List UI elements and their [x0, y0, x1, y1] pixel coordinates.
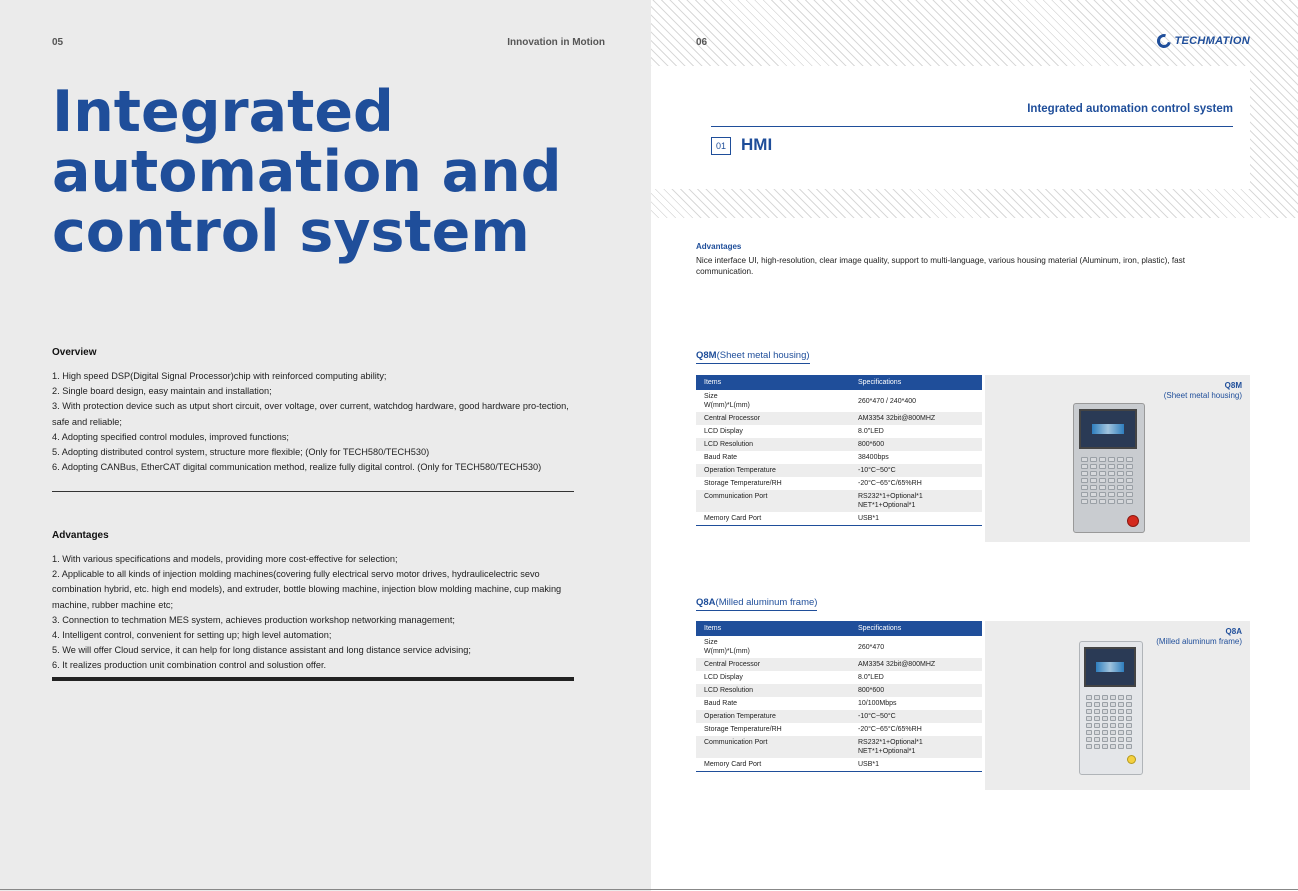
- page-number-right: 06: [696, 37, 708, 48]
- col-items: Items: [696, 621, 850, 636]
- spec-item: Size W(mm)*L(mm): [704, 393, 750, 409]
- spec-value: -20°C~65°C/65%RH: [858, 480, 922, 487]
- table-row: [696, 490, 982, 512]
- spec-value: AM3354 32bit@800MHZ: [850, 412, 982, 425]
- spec-value: 260*470: [858, 643, 885, 651]
- list-item: 4. Intelligent control, convenient for setting up; high level automation;: [52, 630, 332, 641]
- spec-value: 800*600: [850, 438, 982, 451]
- product-code: Q8A: [1225, 627, 1242, 636]
- col-items: Items: [696, 375, 850, 390]
- list-item: 5. Adopting distributed control system, structure more flexible; (Only for TECH580/TECH530): [52, 447, 430, 458]
- overview-list: [52, 369, 576, 475]
- product-label: [1156, 627, 1242, 647]
- table-header-row: [696, 621, 982, 636]
- table-row: [696, 684, 982, 697]
- page-number-left: 05: [52, 37, 64, 48]
- spec-value: -20°C~65°C/65%RH: [858, 726, 922, 733]
- table-row: [696, 758, 982, 772]
- spec-item: Storage Temperature/RH: [704, 726, 782, 733]
- list-item: 1. With various specifications and models, providing more cost-effective for selection;: [52, 554, 398, 564]
- device-screen: [1079, 409, 1137, 449]
- title-line-1: Integrated: [52, 79, 394, 145]
- table-row: [696, 412, 982, 425]
- overview-heading: Overview: [52, 347, 97, 358]
- advantages-list: [52, 552, 576, 674]
- table-row: [696, 671, 982, 684]
- spec-value: -10°C~50°C: [850, 464, 982, 477]
- product-image-q8m: [985, 375, 1250, 542]
- spec-value: 260*470 / 240*400: [858, 397, 916, 405]
- list-item: 6. It realizes production unit combination control and solustion offer.: [52, 660, 327, 671]
- title-line-3: control system: [52, 199, 530, 265]
- spec-item: Baud Rate: [704, 700, 738, 707]
- product-code: Q8M: [1224, 381, 1242, 390]
- model-title-q8m: [696, 350, 810, 364]
- spec-item: LCD Display: [704, 674, 743, 681]
- spec-item: LCD Display: [704, 428, 743, 435]
- model-code: Q8A: [696, 597, 716, 608]
- title-line-2: automation and: [52, 139, 562, 205]
- hmi-device-q8m: [1073, 403, 1143, 531]
- spec-value: -10°C~50°C: [850, 710, 982, 723]
- advantages-text: Nice interface UI, high-resolution, clear image quality, support to multi-language, various housing material (Aluminum, iron, plastic), fast communication.: [696, 256, 1186, 276]
- divider-thick: [52, 677, 574, 681]
- list-item: 2. Applicable to all kinds of injection molding machines(covering fully electrical servo motor drives, hydraulicelectric sevo combination hybrid, etc. high end models), and extruder, bottle blowing machine, injection blow molding machine, cup making machine, rubber machine etc;: [52, 569, 562, 610]
- table-row: [696, 658, 982, 671]
- spec-item: Size W(mm)*L(mm): [704, 639, 750, 655]
- col-specs: Specifications: [850, 375, 982, 390]
- spec-table-q8a: [696, 621, 982, 772]
- spec-value: 800*600: [850, 684, 982, 697]
- section-title: HMI: [741, 135, 773, 154]
- product-sub: (Milled aluminum frame): [1156, 637, 1242, 646]
- table-row: [696, 697, 982, 710]
- system-title-rule: [711, 126, 1233, 127]
- spec-rows: [696, 636, 982, 772]
- list-item: 1. High speed DSP(Digital Signal Processor)chip with reinforced computing ability;: [52, 371, 387, 381]
- spec-item: Operation Temperature: [696, 710, 850, 723]
- list-item: 5. We will offer Cloud service, it can help for long distance assistant and long distance service advising;: [52, 645, 471, 656]
- model-desc: (Milled aluminum frame): [715, 597, 818, 608]
- header-card: [651, 66, 1250, 189]
- product-image-q8a: [985, 621, 1250, 790]
- right-page: [651, 0, 1298, 891]
- model-desc: (Sheet metal housing): [716, 350, 810, 361]
- table-row: [696, 438, 982, 451]
- techmation-logo: [1157, 34, 1250, 48]
- divider: [52, 491, 574, 492]
- table-row: [696, 390, 982, 412]
- list-item: 3. Connection to techmation MES system, achieves production workshop networking management;: [52, 614, 455, 625]
- page-bottom-rule: [0, 889, 1298, 890]
- list-item: 2. Single board design, easy maintain and installation;: [52, 386, 272, 397]
- list-item: 6. Adopting CANBus, EtherCAT digital communication method, realize fully digital control. (Only for TECH580/TECH530): [52, 462, 542, 473]
- spec-item: Central Processor: [696, 658, 850, 671]
- tagline: Innovation in Motion: [507, 37, 605, 48]
- spec-item: Communication Port: [696, 490, 850, 512]
- table-row: [696, 710, 982, 723]
- spec-item: Memory Card Port: [696, 758, 850, 772]
- device-keypad: [1086, 695, 1132, 749]
- advantages-label: Advantages: [696, 242, 742, 251]
- list-item: 4. Adopting specified control modules, improved functions;: [52, 431, 289, 442]
- table-row: [696, 636, 982, 658]
- spec-item: LCD Resolution: [696, 438, 850, 451]
- table-row: [696, 425, 982, 438]
- spec-value: USB*1: [850, 758, 982, 772]
- hmi-device-q8a: [1079, 641, 1141, 773]
- spec-value: RS232*1+Optional*1 NET*1+Optional*1: [850, 490, 982, 512]
- spec-item: Communication Port: [696, 736, 850, 758]
- spec-item: Operation Temperature: [696, 464, 850, 477]
- logo-text: TECHMATION: [1174, 35, 1250, 47]
- page-title: [52, 79, 612, 265]
- section-number-badge: 01: [711, 137, 731, 155]
- table-row: [696, 736, 982, 758]
- spec-value: 8.0"LED: [858, 428, 884, 435]
- table-row: [696, 512, 982, 526]
- advantages-heading: Advantages: [52, 530, 109, 541]
- techmation-logo-icon: [1155, 31, 1174, 50]
- device-screen: [1084, 647, 1136, 687]
- product-sub: (Sheet metal housing): [1163, 391, 1242, 400]
- status-led-icon: [1127, 755, 1136, 764]
- product-label: [1164, 381, 1242, 401]
- table-row: [696, 723, 982, 736]
- spec-value: 8.0"LED: [858, 674, 884, 681]
- spec-item: Central Processor: [696, 412, 850, 425]
- spec-value: RS232*1+Optional*1 NET*1+Optional*1: [850, 736, 982, 758]
- table-header-row: [696, 375, 982, 390]
- table-row: [696, 464, 982, 477]
- spec-table-q8m: [696, 375, 982, 526]
- emergency-stop-icon: [1127, 515, 1139, 527]
- spec-item: Storage Temperature/RH: [704, 480, 782, 487]
- spec-value: 38400bps: [858, 454, 889, 461]
- system-title: Integrated automation control system: [1027, 103, 1233, 115]
- col-specs: Specifications: [850, 621, 982, 636]
- spec-item: LCD Resolution: [696, 684, 850, 697]
- spec-value: USB*1: [850, 512, 982, 526]
- model-code: Q8M: [696, 350, 717, 361]
- list-item: 3. With protection device such as utput short circuit, over voltage, over current, watchdog hardware, good hardware pro-tection, safe and reliable;: [52, 401, 569, 427]
- device-keypad: [1081, 457, 1133, 504]
- spec-item: Memory Card Port: [696, 512, 850, 526]
- spec-value: AM3354 32bit@800MHZ: [850, 658, 982, 671]
- spec-rows: [696, 390, 982, 526]
- spec-item: Baud Rate: [704, 454, 738, 461]
- model-title-q8a: [696, 597, 817, 611]
- spec-value: 10/100Mbps: [858, 700, 897, 707]
- table-row: [696, 451, 982, 464]
- table-row: [696, 477, 982, 490]
